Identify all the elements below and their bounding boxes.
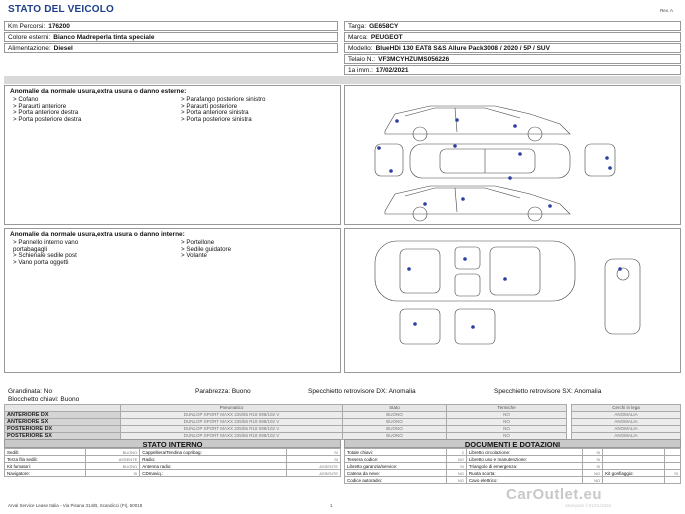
field-colore: Colore esterni: Bianco Madreperla tinta speciale [4,32,338,42]
damage-item: > Schienale sedile post [13,252,77,260]
damage-item: > Porta posteriore destra [13,115,82,123]
interior-diagram-panel [344,228,681,373]
documenti-table [344,448,681,484]
field-immatricolazione: 1a imm.: 17/02/2021 [344,65,681,75]
watermark-logo: CarOutlet.eu [506,486,603,503]
exterior-diagram-panel [344,85,681,225]
tyres-table [4,404,681,440]
summary-parabrezza: Parabrezza: Buono [195,388,251,395]
car-interior-diagram [345,229,682,374]
exterior-damage-title: Anomalie da normale usura,extra usura o danno esterne: [10,88,187,95]
damage-item: > Portellone [181,239,215,246]
damage-item: > Porta posteriore sinistra [181,115,252,123]
field-telaio: Telaio N.: VF3MCYHZUMS056226 [344,54,681,64]
damage-item: > Cofano [13,96,39,103]
damage-item: > Paraurti anteriore [13,102,67,110]
stato-interno-table [4,448,341,477]
table-row: Libretto garanzia/service: SI Triangolo di emergenza: SI [345,463,681,470]
damage-item: > Vano porta oggetti [13,258,69,266]
stato-interno-title: STATO INTERNO [4,439,341,448]
documenti-title: DOCUMENTI E DOTAZIONI [344,439,681,448]
interior-damage-panel [4,228,341,373]
table-row: Codice autoradio: NO Cavo elettrico: NO [345,477,681,484]
table-row: Navigatore: SI CDInaviq.: ASSENTE [5,470,341,477]
tyres-header: Termiche [447,405,567,412]
damage-item: > Sedile guidatore [181,245,232,253]
field-modello: Modello: BlueHDi 130 EAT8 S&S Allure Pack3008 / 2020 / 5P / SUV [344,43,681,53]
summary-specchietto-sx: Specchietto retrovisore SX: Anomalia [494,388,602,395]
field-alimentazione: Alimentazione: Diesel [4,43,338,53]
tyres-header: Stato [343,405,447,412]
page-title: STATO DEL VEICOLO [8,4,115,15]
field-targa: Targa: GE658CY [344,21,681,31]
footer-right: Stampato il 01/01/2024 [565,503,612,508]
tyres-header: Cerchi in lega [572,405,681,412]
table-row: Tessera codice: NO Libretto uso e manutenzione: SI [345,456,681,463]
table-row: Kit fumatori: BUONO Antenna radio: ASSENTE [5,463,341,470]
footer-company: Arval Service Lease Italia - Via Pisana 314/B, Scandicci (FI), 50018 [8,503,143,508]
table-row: POSTERIORE SX DUNLOP SPORT MAXX 225/55 R18 098/102 V BUONO NO ANOMALIA [5,432,681,439]
damage-item: > Parafango posteriore sinistro [181,96,266,103]
field-marca: Marca: PEUGEOT [344,32,681,42]
damage-item: > Porta anteriore sinistra [181,109,249,117]
revision-label: Rev. A [660,8,673,13]
exterior-damage-panel [4,85,341,225]
summary-grandinata: Grandinata: No [8,388,53,395]
tyres-header: Pneumatico [121,405,343,412]
summary-specchietto-dx: Specchietto retrovisore DX: Anomalia [308,388,416,395]
table-row: Totale chiavi: 2 Libretto circolazione: SI [345,449,681,456]
table-row: ANTERIORE SX DUNLOP SPORT MAXX 225/55 R18 098/102 V BUONO NO ANOMALIA [5,418,681,425]
car-exterior-diagram [345,86,682,226]
interior-damage-title: Anomalie da normale usura,extra usura o danno interne: [10,231,185,238]
summary-blocchetto: Blocchetto chiavi: Buono [8,396,80,403]
footer-page: 1 [330,503,333,508]
section-divider [4,76,681,84]
damage-item: portabagagli [13,245,48,253]
field-km: Km Percorsi: 176200 [4,21,338,31]
damage-item: > Pannello interno vano [13,239,79,246]
damage-item: > Porta anteriore destra [13,109,79,117]
table-row: Sedili: BUONO Cappelliera/Tendina copribag: SI [5,449,341,456]
table-row: POSTERIORE DX DUNLOP SPORT MAXX 225/55 R18 098/102 V BUONO NO ANOMALIA [5,425,681,432]
table-row: Catena da neve: NO Ruota scorta: NO Kit gonfiaggio: SI [345,470,681,477]
table-row: Terza fila sedili: ASSENTE Radio: SI [5,456,341,463]
damage-item: > Paraurti posteriore [181,102,238,110]
table-row: ANTERIORE DX DUNLOP SPORT MAXX 225/55 R18 098/102 V BUONO NO ANOMALIA [5,411,681,418]
damage-item: > Volante [181,252,207,260]
